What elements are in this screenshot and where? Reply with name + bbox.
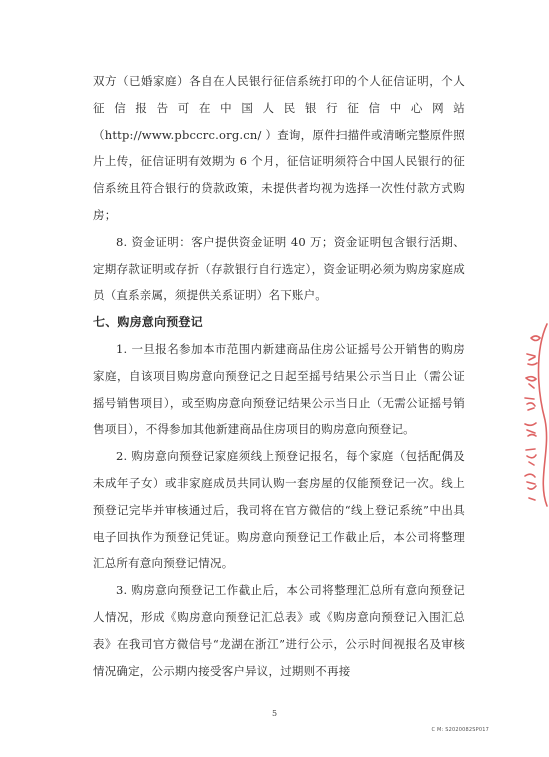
paragraph-rule-1: 1. 一旦报名参加本市范围内新建商品住房公证摇号公开销售的购房家庭，自该项目购房意向预登记之日起至摇号结果公示当日止（需公证摇号销售项目），或至购房意向预登记结果公示当日止（无需公证摇号销售项目），不得参加其他新建商品住房项目的购房意向预登记。 (93, 341, 465, 437)
paragraph-fund-proof: 8. 资金证明：客户提供资金证明 40 万；资金证明包含银行活期、定期存款证明或存折（存款银行自行选定），资金证明必须为购房家庭成员（直系亲属，须提供关系证明）名下账户。 (93, 234, 465, 303)
red-seal-stamp-fragment (515, 320, 549, 510)
paragraph-rule-2: 2. 购房意向预登记家庭须线上预登记报名，每个家庭（包括配偶及未成年子女）或非家庭成员共同认购一套房屋的仅能预登记一次。线上预登记完毕并审核通过后，我司将在官方微信的“线上登记系统”中出具电子回执作为预登记凭证。购房意向预登记工作截止后，本公司将整理汇总所有意向预登记情况。 (93, 449, 465, 571)
document-code: C M: S2020082SP017 (431, 727, 489, 733)
paragraph-rule-3: 3. 购房意向预登记工作截止后，本公司将整理汇总所有意向预登记人情况，形成《购房意向预登记汇总表》或《购房意向预登记入围汇总表》在我司官方微信号“龙湖在浙江”进行公示，公示时间视报名及审核情况确定，公示期内接受客户异议，过期则不再接 (93, 583, 465, 678)
paragraph-credit-report: 双方（已婚家庭）各自在人民银行征信系统打印的个人征信证明，个人征信报告可在中国人民银行征信中心网站（http://www.pbccrc.org.cn/ ）查询，原件扫描件或清晰完整原件照片上传，征信证明有效期为 6 个月，征信证明须符合中国人民银行的征信系统且符合银行的贷款政策，未提供者均视为选择一次性付款方式购房； (93, 74, 465, 222)
document-body (93, 68, 465, 684)
page-number: 5 (271, 709, 278, 718)
section-heading-pre-registration: 七、购房意向预登记 (93, 315, 203, 330)
